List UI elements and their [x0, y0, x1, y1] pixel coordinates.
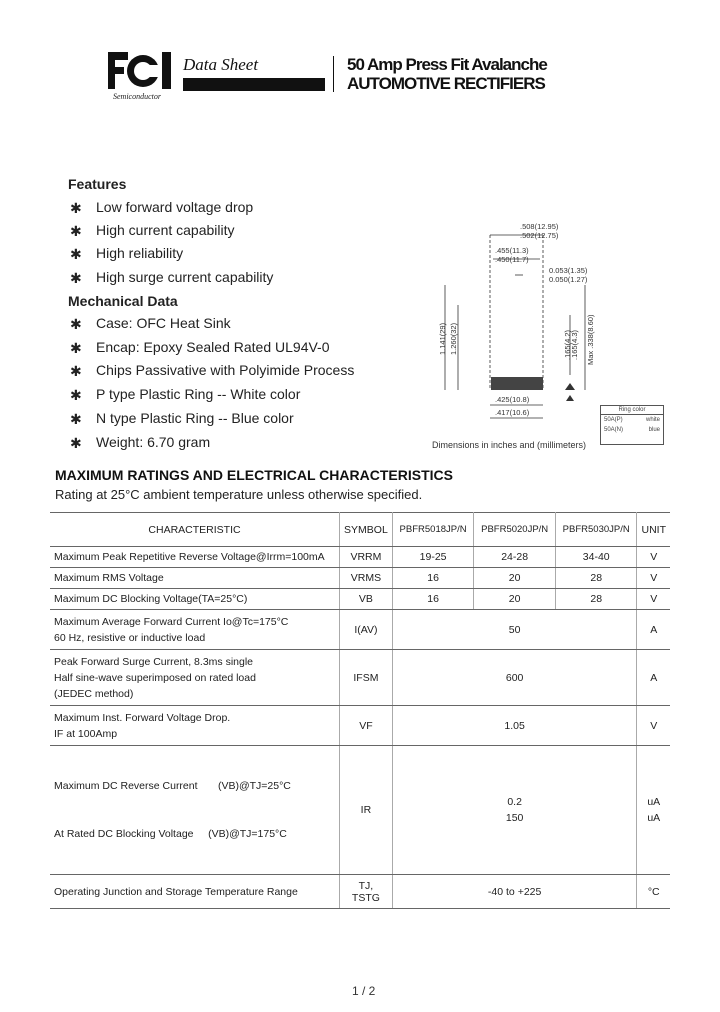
header-separator: [333, 56, 334, 92]
symbol: VRRM: [340, 547, 393, 568]
dim-label: 1.260(32): [449, 322, 458, 355]
mechanical-item: Chips Passivative with Polyimide Process: [96, 362, 355, 378]
mechanical-item: Encap: Epoxy Sealed Rated UL94V-0: [96, 339, 330, 355]
unit: A: [637, 650, 670, 706]
ring-row-color: blue: [648, 427, 660, 433]
value: 16: [392, 589, 474, 610]
value-line: 150: [505, 812, 524, 824]
logo-subtitle: Semiconductor: [113, 92, 161, 101]
symbol: VRMS: [340, 568, 393, 589]
char-line: Maximum Average Forward Current Io@Tc=175°C: [54, 615, 289, 628]
char-line: Maximum DC Reverse Current (VB)@TJ=25°C: [54, 780, 291, 792]
dim-label: 1.141(29): [438, 322, 447, 355]
dim-label: .425(10.8): [495, 395, 530, 404]
ring-row-color: white: [645, 417, 660, 423]
value: 34-40: [555, 547, 637, 568]
company-logo: [108, 50, 174, 96]
value: 16: [392, 568, 474, 589]
bullet-icon: ✱: [70, 363, 82, 379]
ring-color-table: [600, 405, 664, 445]
product-subtitle: AUTOMOTIVE RECTIFIERS: [347, 74, 545, 93]
value: 50: [392, 610, 637, 650]
char-line: 60 Hz, resistive or inductive load: [54, 631, 206, 644]
table-row: [50, 650, 670, 706]
char-line: IF at 100Amp: [54, 727, 118, 740]
unit: A: [637, 610, 670, 650]
table-row: [50, 746, 670, 875]
ring-table-title: Ring color: [601, 406, 663, 415]
mechanical-item: P type Plastic Ring -- White color: [96, 386, 301, 402]
characteristic: [50, 746, 340, 875]
bullet-icon: ✱: [70, 340, 82, 356]
bullet-icon: ✱: [70, 387, 82, 403]
mechanical-item: Weight: 6.70 gram: [96, 434, 211, 450]
feature-item: Low forward voltage drop: [96, 199, 254, 215]
doc-type: Data Sheet: [183, 55, 259, 74]
bullet-icon: ✱: [70, 246, 82, 262]
unit: V: [637, 568, 670, 589]
page-number: 1 / 2: [352, 984, 376, 998]
symbol: TJ, TSTG: [340, 875, 393, 909]
char-line: At Rated DC Blocking Voltage (VB)@TJ=175°C: [54, 828, 287, 840]
col-header: UNIT: [637, 513, 670, 547]
col-header: SYMBOL: [340, 513, 393, 547]
feature-item: High reliability: [96, 245, 184, 261]
char-line: Half sine-wave superimposed on rated load: [54, 671, 256, 684]
features-heading: Features: [68, 176, 127, 192]
table-row: [50, 589, 670, 610]
value: 20: [474, 568, 556, 589]
value: 28: [555, 589, 637, 610]
dimensions-caption: Dimensions in inches and (millimeters): [432, 440, 587, 450]
characteristic: Operating Junction and Storage Temperature Range: [50, 875, 340, 909]
col-header: CHARACTERISTIC: [50, 513, 340, 547]
dim-label: Max .338(8.60): [586, 314, 595, 365]
mechanical-item: N type Plastic Ring -- Blue color: [96, 410, 294, 426]
feature-item: High current capability: [96, 222, 235, 238]
table-row: [50, 547, 670, 568]
bullet-icon: ✱: [70, 223, 82, 239]
table-row: [50, 610, 670, 650]
char-line: (JEDEC method): [54, 687, 134, 700]
characteristic: [50, 610, 340, 650]
ring-row-type: 50A(P): [604, 417, 623, 423]
bullet-icon: ✱: [70, 270, 82, 286]
symbol: IFSM: [340, 650, 393, 706]
dim-label: .450(11.7): [495, 255, 529, 264]
dim-label: .502(12.75): [520, 231, 559, 240]
symbol: VF: [340, 706, 393, 746]
ring-row-type: 50A(N): [604, 427, 624, 433]
value: 1.05: [392, 706, 637, 746]
dim-label: .165(4.3): [570, 329, 579, 360]
value-line: 0.2: [507, 796, 522, 808]
mechanical-item: Case: OFC Heat Sink: [96, 315, 231, 331]
dim-label: 0.053(1.35): [549, 266, 588, 275]
characteristic: [50, 650, 340, 706]
symbol: IR: [340, 746, 393, 875]
mechanical-heading: Mechanical Data: [68, 293, 178, 309]
unit: V: [637, 706, 670, 746]
bullet-icon: ✱: [70, 200, 82, 216]
ratings-heading: MAXIMUM RATINGS AND ELECTRICAL CHARACTERISTICS: [55, 467, 453, 483]
table-row: [50, 875, 670, 909]
col-header: PBFR5020JP/N: [474, 513, 556, 547]
symbol: I(AV): [340, 610, 393, 650]
value: 19-25: [392, 547, 474, 568]
bullet-icon: ✱: [70, 435, 82, 451]
dim-label: .417(10.6): [495, 408, 530, 417]
value: 24-28: [474, 547, 556, 568]
ratings-note: Rating at 25°C ambient temperature unless otherwise specified.: [55, 487, 423, 502]
dim-label: 0.050(1.27): [549, 275, 588, 284]
dim-label: .508(12.95): [520, 222, 559, 231]
char-line: Maximum Inst. Forward Voltage Drop.: [54, 711, 231, 724]
value: [392, 746, 637, 875]
table-header-row: [50, 513, 670, 547]
symbol: VB: [340, 589, 393, 610]
col-header: PBFR5018JP/N: [392, 513, 474, 547]
value: -40 to +225: [392, 875, 637, 909]
bullet-icon: ✱: [70, 411, 82, 427]
characteristic: Maximum DC Blocking Voltage(TA=25°C): [50, 589, 340, 610]
unit: °C: [637, 875, 670, 909]
unit-line: uA: [647, 796, 661, 808]
value: 600: [392, 650, 637, 706]
header-bar: [183, 78, 325, 91]
value: 28: [555, 568, 637, 589]
dim-label: .165(4.2): [563, 329, 572, 360]
feature-item: High surge current capability: [96, 269, 274, 285]
characteristic: Maximum RMS Voltage: [50, 568, 340, 589]
characteristic: [50, 706, 340, 746]
unit-line: uA: [647, 812, 661, 824]
dim-label: .455(11.3): [495, 246, 529, 255]
unit: V: [637, 589, 670, 610]
unit: [637, 746, 670, 875]
product-title: 50 Amp Press Fit Avalanche: [347, 55, 547, 74]
char-line: Peak Forward Surge Current, 8.3ms single: [54, 655, 254, 668]
value: 20: [474, 589, 556, 610]
table-row: [50, 706, 670, 746]
bullet-icon: ✱: [70, 316, 82, 332]
characteristic: Maximum Peak Repetitive Reverse Voltage@Irrm=100mA: [50, 547, 340, 568]
table-row: [50, 568, 670, 589]
ratings-table: [50, 512, 670, 909]
col-header: PBFR5030JP/N: [555, 513, 637, 547]
unit: V: [637, 547, 670, 568]
